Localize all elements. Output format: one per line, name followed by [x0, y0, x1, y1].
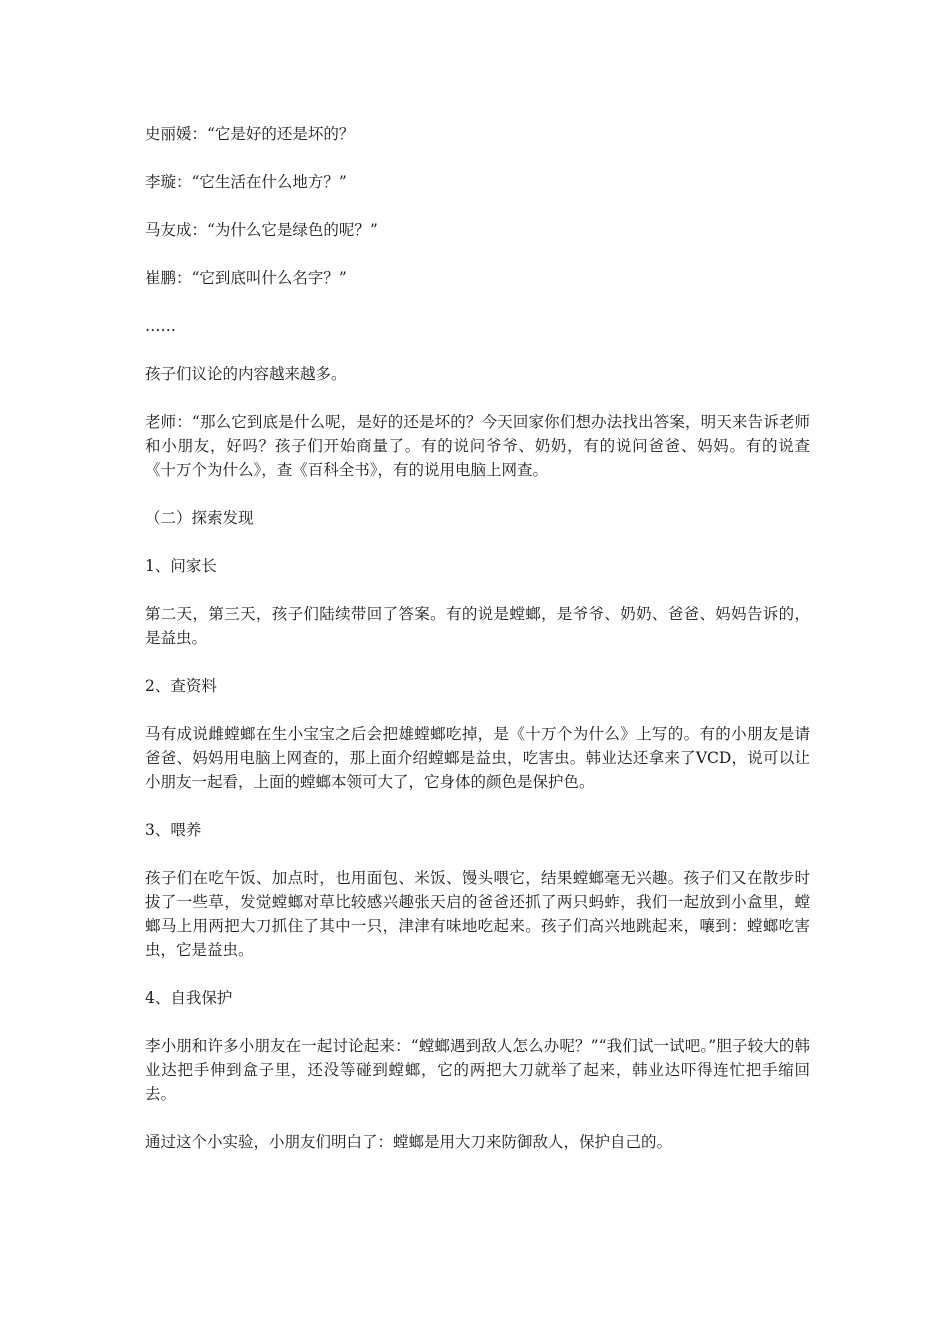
subsection-heading: 1、问家长	[145, 557, 217, 575]
dialogue-line: 崔鹏：“它到底叫什么名字？”	[145, 269, 347, 287]
body-paragraph: 李小朋和许多小朋友在一起讨论起来：“螳螂遇到敌人怎么办呢？”“我们试一试吧。”胆子较大的韩业达把手伸到盒子里，还没等碰到螳螂，它的两把大刀就举了起来，韩业达吓得连忙把手缩回去。	[145, 1037, 810, 1103]
section-heading: （二）探索发现	[145, 509, 254, 527]
body-paragraph: 老师：“那么它到底是什么呢，是好的还是坏的？今天回家你们想办法找出答案，明天来告诉老师和小朋友，好吗？孩子们开始商量了。有的说问爷爷、奶奶，有的说问爸爸、妈妈。有的说查《十万个为什么》，查《百科全书》，有的说用电脑上网查。	[145, 413, 810, 479]
dialogue-line: 李璇：“它生活在什么地方？”	[145, 173, 347, 191]
body-paragraph: 第二天，第三天，孩子们陆续带回了答案。有的说是螳螂，是爷爷、奶奶、爸爸、妈妈告诉的，是益虫。	[145, 605, 810, 647]
body-paragraph: 孩子们在吃午饭、加点时，也用面包、米饭、馒头喂它，结果螳螂毫无兴趣。孩子们又在散步时拔了一些草，发觉螳螂对草比较感兴趣张天启的爸爸还抓了两只蚂蚱，我们一起放到小盒里，螳螂马上用两把大刀抓住了其中一只，津津有味地吃起来。孩子们高兴地跳起来，嚷到：螳螂吃害虫，它是益虫。	[145, 869, 810, 959]
ellipsis-line: ……	[145, 317, 176, 335]
body-paragraph: 孩子们议论的内容越来越多。	[145, 365, 347, 383]
body-paragraph: 通过这个小实验，小朋友们明白了：螳螂是用大刀来防御敌人，保护自己的。	[145, 1133, 673, 1151]
dialogue-line: 史丽媛：“它是好的还是坏的？	[145, 125, 355, 143]
subsection-heading: 3、喂养	[145, 821, 202, 839]
document-body	[145, 122, 810, 1178]
subsection-heading: 4、自我保护	[145, 989, 233, 1007]
body-paragraph: 马有成说雌螳螂在生小宝宝之后会把雄螳螂吃掉，是《十万个为什么》上写的。有的小朋友是请爸爸、妈妈用电脑上网查的，那上面介绍螳螂是益虫，吃害虫。韩业达还拿来了VCD，说可以让小朋友一起看，上面的螳螂本领可大了，它身体的颜色是保护色。	[145, 725, 810, 791]
subsection-heading: 2、查资料	[145, 677, 217, 695]
dialogue-line: 马友成：“为什么它是绿色的呢？”	[145, 221, 378, 239]
